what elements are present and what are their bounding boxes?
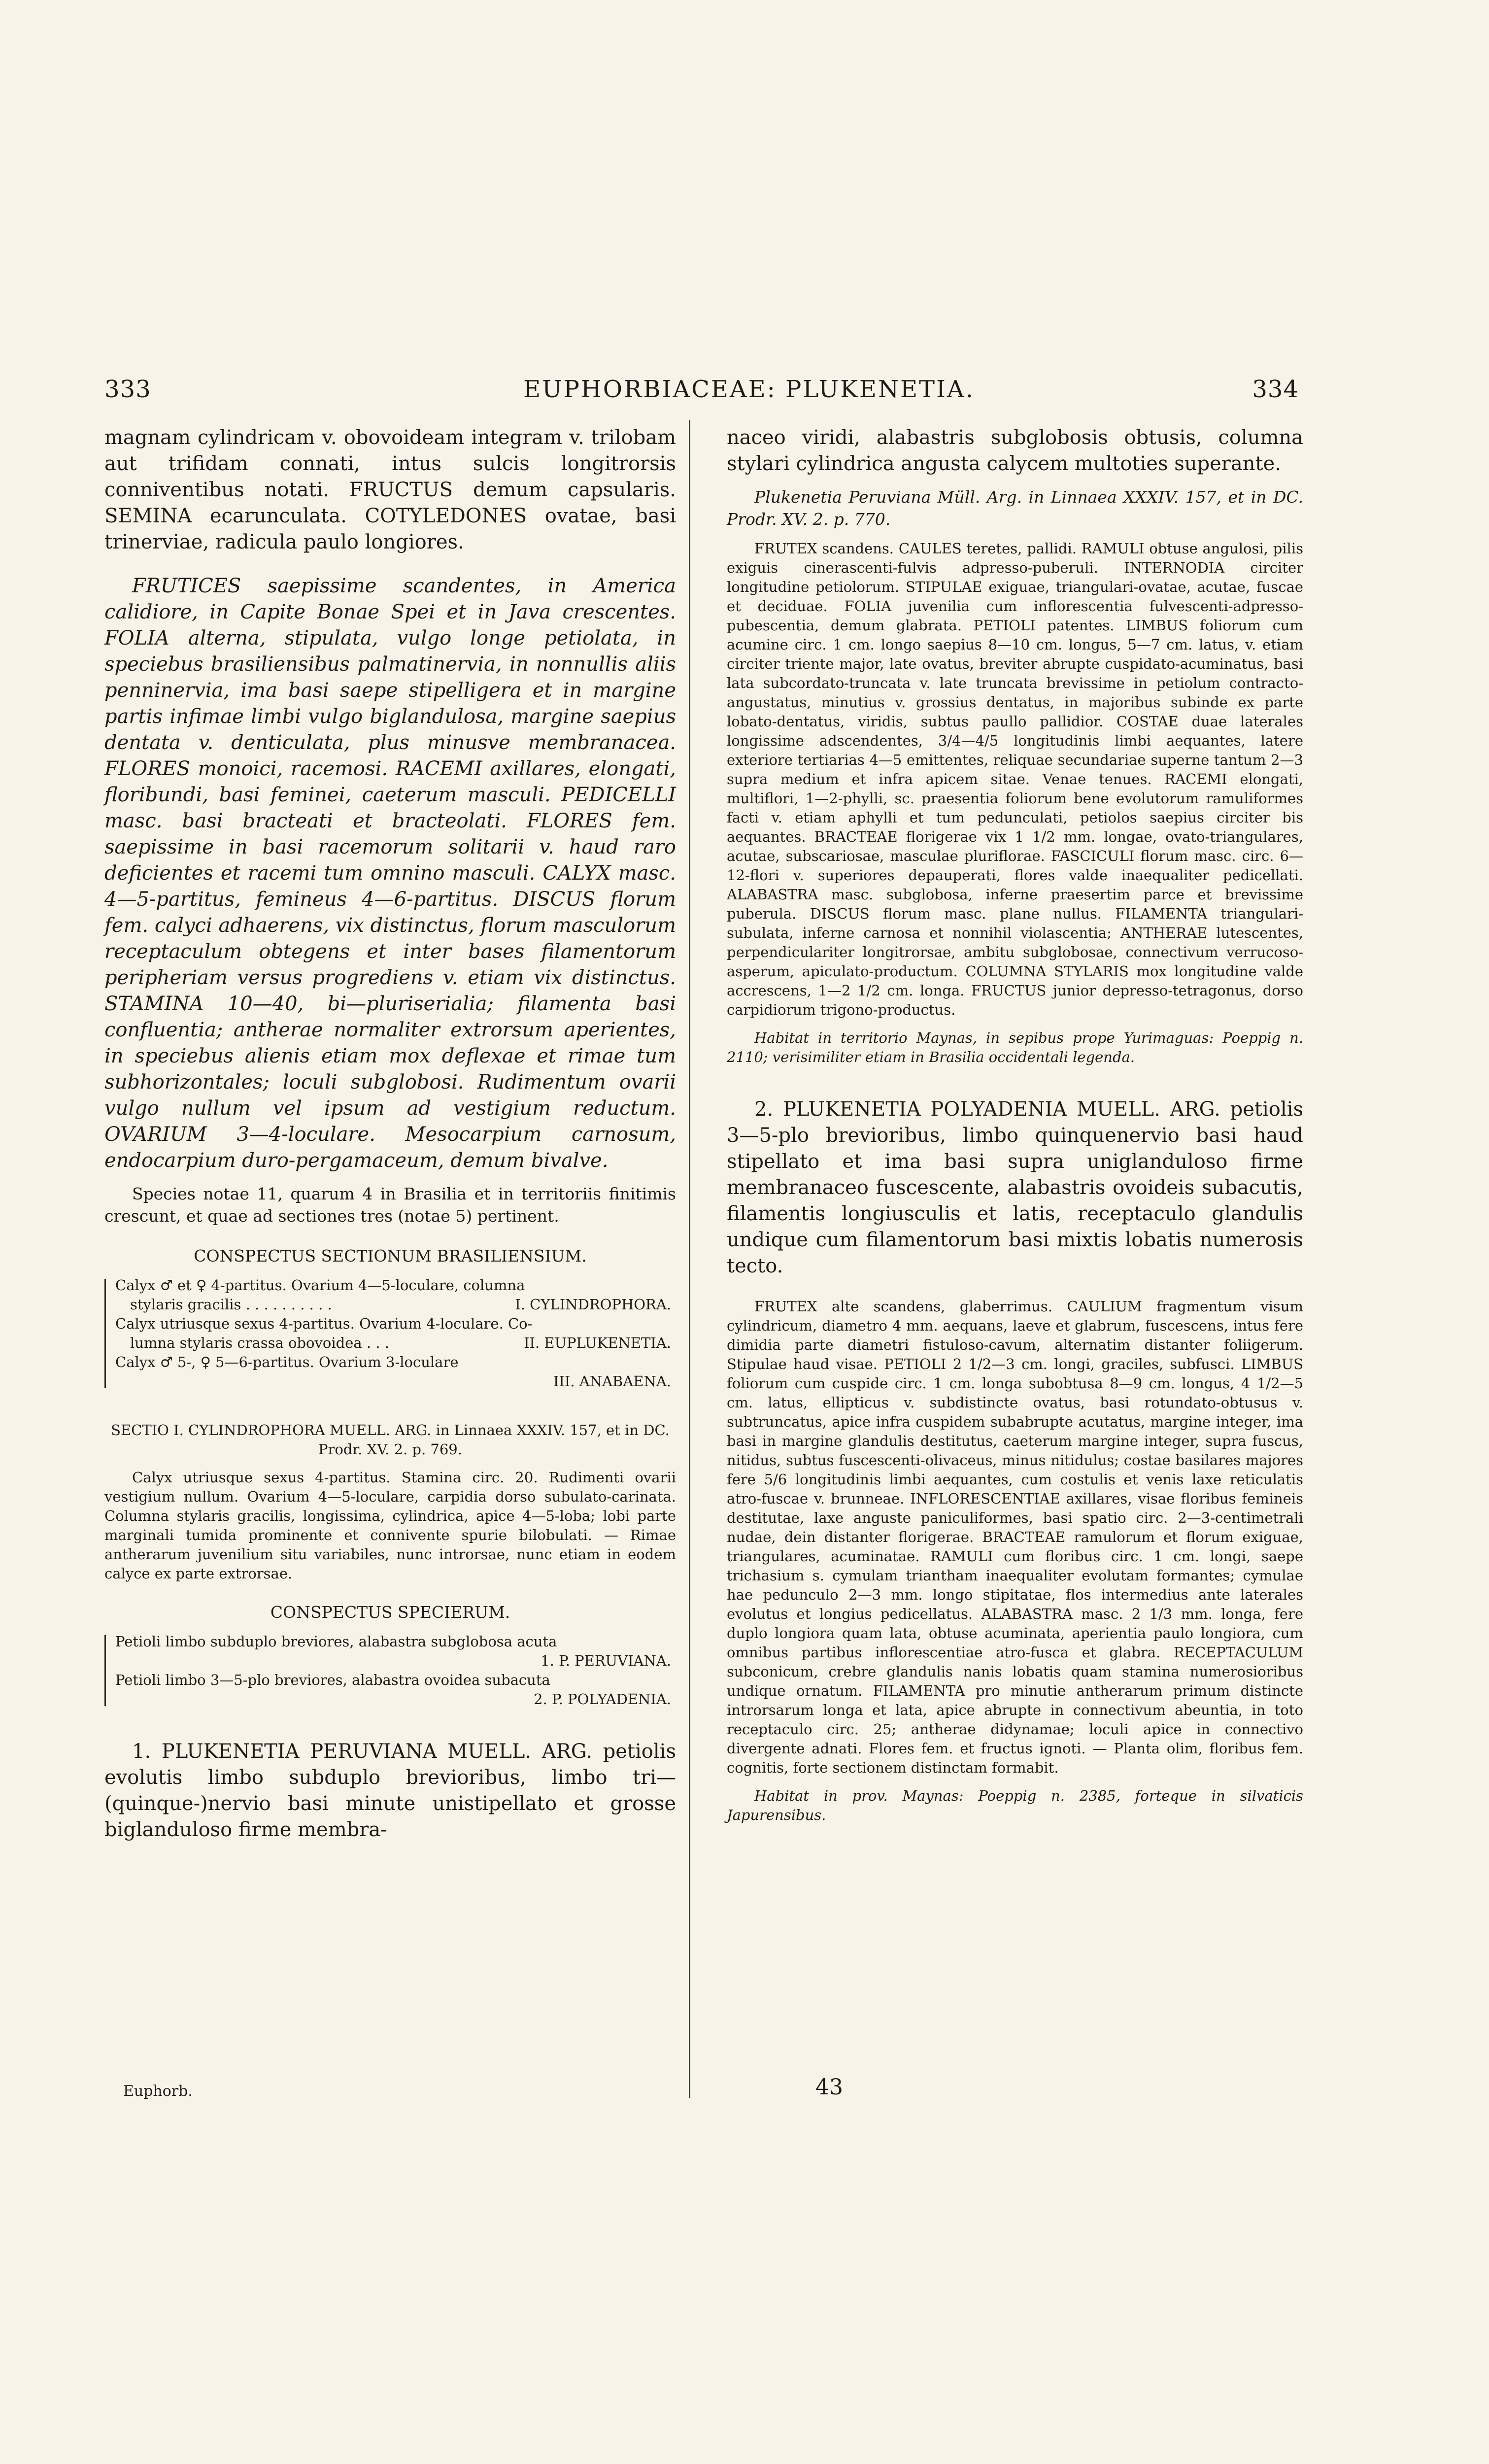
key-line: lumna stylaris crassa obovoidea . . . bbox=[130, 1335, 389, 1351]
key-row bbox=[115, 1334, 676, 1353]
key-line: Calyx ♂ 5-, ♀ 5—6-partitus. Ovarium 3-loculare bbox=[115, 1354, 459, 1370]
species-2-habitat: Habitat in prov. Maynas: Poeppig n. 2385, forteque in silvaticis Japurensibus. bbox=[727, 1787, 1303, 1823]
key-result: III. ANABAENA. bbox=[553, 1373, 671, 1390]
species-1-description: FRUTEX scandens. CAULES teretes, pallidi. RAMULI obtuse angulosi, pilis exiguis cinerascenti-fulvis adpresso-puberuli. INTERNODIA circiter longitudine petiolorum. STIPULAE exiguae, triangulari-ovatae, acutae, fuscae et deciduae. FOLIA juvenilia cum inflorescentia fulvescenti-adpresso-pubescentia, demum glabrata. PETIOLI patentes. LIMBUS foliorum cum acumine circ. 1 cm. longo saepius 8—10 cm. longus, 5—7 cm. latus, v. etiam circiter triente major, late ovatus, breviter abrupte cuspidato-acuminatus, basi lata subcordato-truncata v. late truncata brevissime in petiolum contracto-angustatus, minutius v. grossius dentatus, in majoribus subinde ex parte lobato-dentatus, viridis, subtus paullo pallidior. COSTAE duae laterales longissime adscendentes, 3/4—4/5 longitudinis limbi aequantes, latere exteriore tertiarias 4—5 emittentes, reliquae secundariae superne tantum 2—3 supra medium et infra apicem sitae. Venae tenues. RACEMI elongati, multiflori, 1—2-phylli, sc. praesentia foliorum bene evolutorum ramuliformes facti v. etiam aphylli et tum pedunculati, petiolos saepius circiter bis aequantes. BRACTEAE florigerae vix 1 1/2 mm. longae, ovato-triangulares, acutae, subscariosae, masculae pluriflorae. FASCICULI florum masc. circ. 6—12-flori v. superiores depauperati, flores valde inaequaliter pedicellati. ALABASTRA masc. subglobosa, inferne praesertim parce et brevissime puberula. DISCUS florum masc. plane nullus. FILAMENTA triangulari-subulata, inferne carnosa et nonnihil violascentia; ANTHERAE lutescentes, perpendiculariter longitrorsae, ambitu subglobosae, connectivum verrucoso-asperum, apiculato-productum. COLUMNA STYLARIS mox longitudine valde accrescens, 1—2 1/2 cm. longa. FRUCTUS junior depresso-tetragonus, dorso carpidiorum trigono-productus. bbox=[727, 540, 1303, 1018]
key-line: stylaris gracilis . . . . . . . . . . bbox=[130, 1296, 332, 1313]
left-column bbox=[104, 425, 676, 1843]
sectio-description: Calyx utriusque sexus 4-partitus. Stamina circ. 20. Rudimenti ovarii vestigium nullum. Ovarium 4—5-loculare, carpidia dorso subulato-carinata. Columna stylaris gracilis, longissima, cylindrica, apice 4—5-loba; lobi parte marginali tumida prominente et connivente spurie bilobulati. — Rimae antherarum juvenilium situ variabiles, nunc introrsae, nunc etiam in eodem calyce ex parte extrorsae. bbox=[104, 1469, 676, 1582]
key-result: 2. P. POLYADENIA. bbox=[534, 1691, 671, 1708]
conspectus-sections-title: CONSPECTUS SECTIONUM BRASILIENSIUM. bbox=[194, 1246, 587, 1266]
species-1-habitat: Habitat in territorio Maynas, in sepibus prope Yurimaguas: Poeppig n. 2110; verisimiliter etiam in Brasilia occidentali legenda. bbox=[727, 1029, 1303, 1065]
footer-signature: Euphorb. bbox=[123, 2083, 193, 2100]
species-1-reference: Plukenetia Peruviana Müll. Arg. in Linnaea XXXIV. 157, et in DC. Prodr. XV. 2. p. 770. bbox=[727, 487, 1303, 529]
species-2-description: FRUTEX alte scandens, glaberrimus. CAULIUM fragmentum visum cylindricum, diametro 4 mm. aequans, laeve et glabrum, fuscescens, intus fere dimidia parte diametri fistuloso-cavum, alternatim distanter foliigerum. Stipulae haud visae. PETIOLI 2 1/2—3 cm. longi, graciles, subfusci. LIMBUS foliorum cum cuspide circ. 1 cm. longa subobtusa 8—9 cm. longus, 4 1/2—5 cm. latus, ellipticus v. subdistincte ovatus, basi rotundato-obtusus v. subtruncatus, apice infra cuspidem subabrupte acutatus, margine integer, ima basi in margine glandulis destitutus, caeterum margine integer, supra fuscus, nitidus, subtus fuscescenti-olivaceus, minus nitidulus; costae basilares majores fere 5/6 longitudinis limbi aequantes, cum costulis et venis laxe reticulatis atro-fuscae v. brunneae. INFLORESCENTIAE axillares, visae floribus femineis destitutae, laxe anguste paniculiformes, basi spatio circ. 2—3-centimetrali nudae, dein distanter florigerae. BRACTEAE ramulorum et florum exiguae, triangulares, acuminatae. RAMULI cum floribus circ. 1 cm. longi, saepe trichasium s. cymulam triantham inaequaliter evolutam formantes; cymulae hae pedunculo 2—3 mm. longo stipitatae, flos intermedius ante laterales evolutus et longius pedicellatus. ALABASTRA masc. 2 1/3 mm. longa, fere duplo longiora quam lata, obtuse acuminata, aperientia paulo longiora, cum omnibus partibus inflorescentiae atro-fusca et glabra. RECEPTACULUM subconicum, crebre glandulis nanis lobatis quam stamina numerosioribus undique ornatum. FILAMENTA pro minutie antherarum primum distincte introrsarum longa et lata, apice abrupte in connectivum abeuntia, in toto receptaculo circ. 25; antherae didynamae; loculi apice in connectivo divergente adnati. Flores fem. et fructus ignoti. — Planta olim, floribus fem. cognitis, forte sectionem distinctam formabit. bbox=[727, 1298, 1303, 1776]
page-number-right: 334 bbox=[1252, 376, 1299, 403]
conspectus-species-title: CONSPECTUS SPECIERUM. bbox=[270, 1603, 510, 1622]
sectio-heading: SECTIO I. CYLINDROPHORA MUELL. ARG. in Linnaea XXXIV. 157, et in DC. Prodr. XV. 2. p. 769. bbox=[111, 1422, 670, 1458]
key-line: Petioli limbo subduplo breviores, alabastra subglobosa acuta bbox=[115, 1633, 557, 1650]
key-result: I. CYLINDROPHORA. bbox=[515, 1296, 671, 1313]
running-title: EUPHORBIACEAE: PLUKENETIA. bbox=[523, 376, 975, 403]
right-column bbox=[727, 425, 1303, 1825]
species-2-diagnosis: 2. PLUKENETIA POLYADENIA MUELL. ARG. petiolis 3—5-plo brevioribus, limbo quinquenervio basi haud stipellato et ima basi supra uniglanduloso firme membranaceo fuscescente, alabastris ovoideis subacutis, filamentis longiusculis et latis, receptaculo glandulis undique cum filamentorum basi mixtis lobatis numerosis tecto. bbox=[727, 1098, 1303, 1277]
key-line: Petioli limbo 3—5-plo breviores, alabastra ovoidea subacuta bbox=[115, 1672, 550, 1688]
key-row bbox=[115, 1295, 676, 1314]
key-line: Calyx ♂ et ♀ 4-partitus. Ovarium 4—5-loculare, columna bbox=[115, 1277, 525, 1294]
species-1-diagnosis-end: naceo viridi, alabastris subglobosis obtusis, columna stylari cylindrica angusta calycem multoties superante. bbox=[727, 426, 1303, 475]
sections-key bbox=[104, 1276, 676, 1391]
signature-number: 43 bbox=[815, 2075, 843, 2100]
column-divider bbox=[689, 420, 690, 2098]
species-key bbox=[104, 1632, 676, 1709]
key-result: 1. P. PERUVIANA. bbox=[541, 1652, 671, 1669]
key-result: II. EUPLUKENETIA. bbox=[524, 1335, 671, 1351]
species-1-diagnosis: 1. PLUKENETIA PERUVIANA MUELL. ARG. petiolis evolutis limbo subduplo brevioribus, limbo tri—(quinque-)nervio basi minute unistipellato et grosse biglanduloso firme membra- bbox=[104, 1740, 676, 1841]
page-number-left: 333 bbox=[104, 376, 151, 403]
genus-habit-paragraph: FRUTICES saepissime scandentes, in America calidiore, in Capite Bonae Spei et in Java crescentes. FOLIA alterna, stipulata, vulgo longe petiolata, in speciebus brasiliensibus palmatinervia, in nonnullis aliis penninervia, ima basi saepe stipelligera et in margine partis infimae limbi vulgo biglandulosa, margine saepius dentata v. denticulata, plus minusve membranacea. FLORES monoici, racemosi. RACEMI axillares, elongati, floribundi, basi feminei, caeterum masculi. PEDICELLI masc. basi bracteati et bracteolati. FLORES fem. saepissime in basi racemorum solitarii v. haud raro deficientes et racemi tum omnino masculi. CALYX masc. 4—5-partitus, femineus 4—6-partitus. DISCUS florum fem. calyci adhaerens, vix distinctus, florum masculorum receptaculum obtegens et inter bases filamentorum peripheriam versus progrediens v. etiam vix distinctus. STAMINA 10—40, bi—pluriserialia; filamenta basi confluentia; antherae normaliter extrorsum aperientes, in speciebus alienis etiam mox deflexae et rimae tum subhorizontales; loculi subglobosi. Rudimentum ovarii vulgo nullum vel ipsum ad vestigium reductum. OVARIUM 3—4-loculare. Mesocarpium carnosum, endocarpium duro-pergamaceum, demum bivalve. bbox=[104, 575, 676, 1172]
key-brace bbox=[104, 1279, 106, 1388]
key-brace bbox=[104, 1635, 106, 1706]
genus-description-end: magnam cylindricam v. obovoideam integram v. trilobam aut trifidam connati, intus sulcis longitrorsis conniventibus notati. FRUCTUS demum capsularis. SEMINA ecarunculata. COTYLEDONES ovatae, basi trinerviae, radicula paulo longiores. bbox=[104, 426, 676, 553]
key-line: Calyx utriusque sexus 4-partitus. Ovarium 4-loculare. Co- bbox=[115, 1315, 533, 1332]
species-count-paragraph: Species notae 11, quarum 4 in Brasilia et in territoriis finitimis crescunt, et quae ad sectiones tres (notae 5) pertinent. bbox=[104, 1184, 676, 1226]
